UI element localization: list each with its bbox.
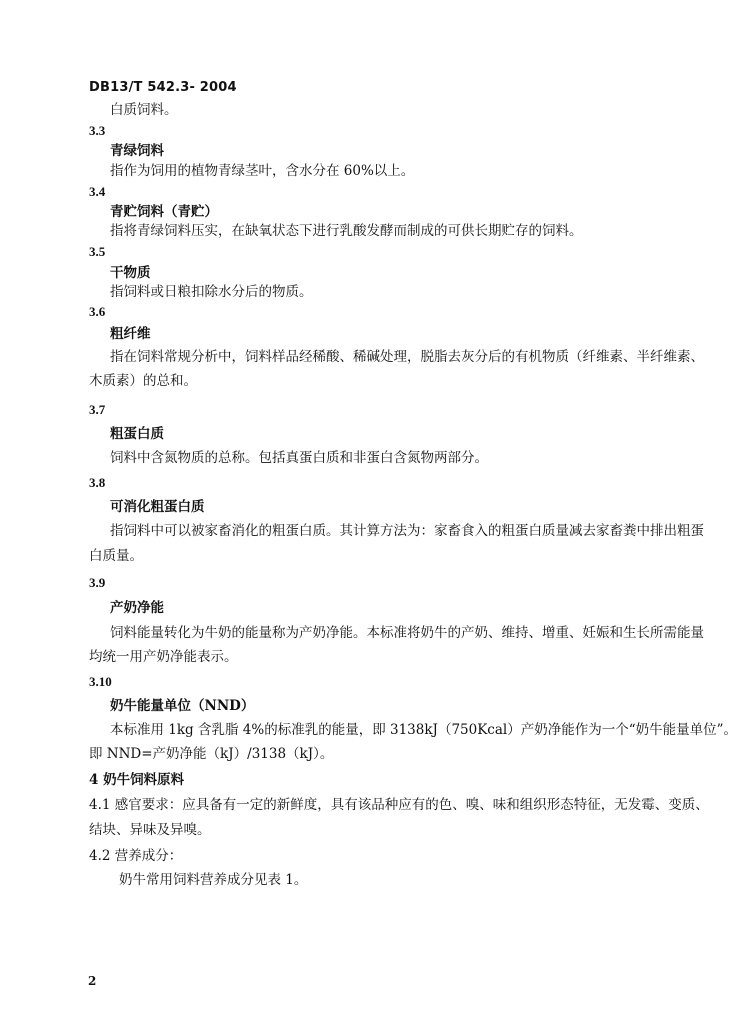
clause-text: 奶牛常用饲料营养成分见表 1。 xyxy=(119,872,308,888)
clause-text: 4.1 感官要求：应具备有一定的新鲜度，具有该品种应有的色、嗅、味和组织形态特征，无发霉、变质、 xyxy=(89,797,709,813)
clause-number: 3.6 xyxy=(89,304,106,319)
term-title: 干物质 xyxy=(110,265,151,281)
term-title: 粗纤维 xyxy=(110,326,151,342)
term-title: 产奶净能 xyxy=(110,600,164,616)
clause-text: 结块、异味及异嗅。 xyxy=(89,822,211,838)
definition-text: 即 NND=产奶净能（kJ）/3138（kJ）。 xyxy=(89,746,334,762)
clause-number: 3.5 xyxy=(89,244,106,259)
term-title: 青贮饲料（青贮） xyxy=(110,204,218,220)
definition-text: 白质量。 xyxy=(89,548,143,564)
document-header: DB13/T 542.3- 2004 xyxy=(89,80,237,95)
clause-number: 3.8 xyxy=(89,475,106,490)
term-title: 奶牛能量单位（NND） xyxy=(110,698,255,714)
definition-text: 指作为饲用的植物青绿茎叶，含水分在 60%以上。 xyxy=(110,163,415,179)
definition-text: 指在饲料常规分析中，饲料样品经稀酸、稀碱处理，脱脂去灰分后的有机物质（纤维素、半纤维素、 xyxy=(110,349,704,365)
definition-text: 指将青绿饲料压实，在缺氧状态下进行乳酸发酵而制成的可供长期贮存的饲料。 xyxy=(110,223,583,239)
term-title: 青绿饲料 xyxy=(110,143,164,159)
clause-number: 3.10 xyxy=(89,674,112,689)
section-heading: 4 奶牛饲料原料 xyxy=(89,772,185,788)
clause-number: 3.9 xyxy=(89,575,106,590)
definition-text: 饲料能量转化为牛奶的能量称为产奶净能。本标准将奶牛的产奶、维持、增重、妊娠和生长所需能量 xyxy=(110,625,704,641)
definition-text: 本标准用 1kg 含乳脂 4%的标准乳的能量，即 3138kJ（750Kcal）产奶净能作为一个“奶牛能量单位”。 xyxy=(110,722,738,738)
term-title: 可消化粗蛋白质 xyxy=(110,499,205,515)
definition-text: 指饲料中可以被家畜消化的粗蛋白质。其计算方法为：家畜食入的粗蛋白质量减去家畜粪中排出粗蛋 xyxy=(110,523,704,539)
definition-text: 木质素）的总和。 xyxy=(89,373,197,389)
clause-number: 3.3 xyxy=(89,123,106,138)
clause-number: 3.4 xyxy=(89,184,106,199)
definition-text: 饲料中含氮物质的总称。包括真蛋白质和非蛋白含氮物两部分。 xyxy=(110,450,488,466)
definition-text: 指饲料或日粮扣除水分后的物质。 xyxy=(110,284,313,300)
clause-number: 3.7 xyxy=(89,402,106,417)
page-number: 2 xyxy=(88,974,97,988)
definition-text: 均统一用产奶净能表示。 xyxy=(89,649,238,665)
term-title: 粗蛋白质 xyxy=(110,426,164,442)
definition-text: 白质饲料。 xyxy=(110,102,178,118)
clause-text: 4.2 营养成分： xyxy=(89,848,183,864)
